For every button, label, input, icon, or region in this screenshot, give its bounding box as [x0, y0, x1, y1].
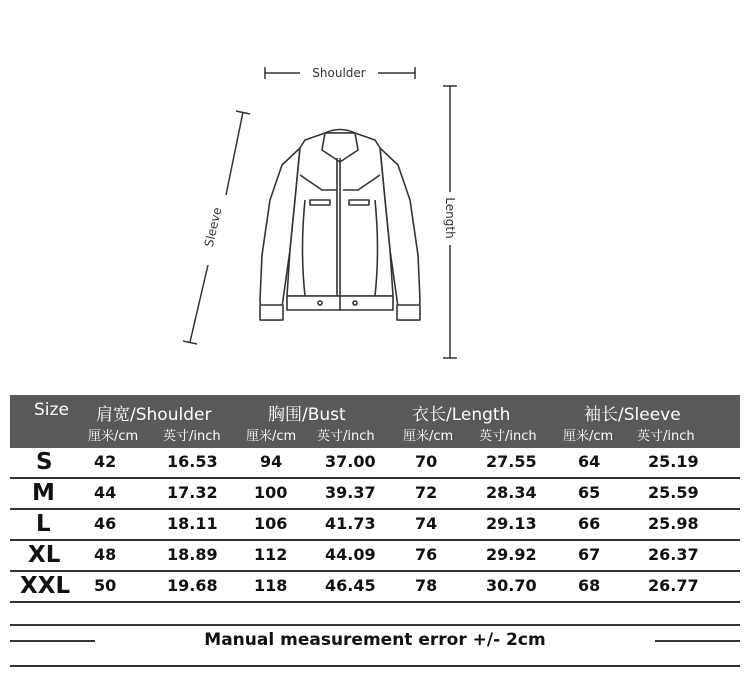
shoulder-inch: 18.11	[167, 514, 218, 533]
bust-cm: 100	[254, 483, 288, 502]
size-label: XL	[28, 542, 61, 568]
bust-inch: 41.73	[325, 514, 376, 533]
shoulder-inch: 18.89	[167, 545, 218, 564]
unit-length-cm: 厘米/cm	[403, 429, 454, 444]
length-cm: 74	[415, 514, 438, 533]
shoulder-cm: 42	[94, 452, 117, 471]
unit-bust-inch: 英寸/inch	[317, 429, 375, 444]
shoulder-inch: 17.32	[167, 483, 218, 502]
unit-sleeve-cm: 厘米/cm	[563, 429, 614, 444]
shoulder-cm: 50	[94, 576, 117, 595]
header-size: Size	[34, 400, 69, 420]
size-label: S	[36, 449, 53, 475]
measurement-note: Manual measurement error +/- 2cm	[204, 630, 546, 650]
sleeve-inch: 25.98	[648, 514, 699, 533]
table-row	[10, 541, 740, 572]
sleeve-cm: 68	[578, 576, 601, 595]
sleeve-cm: 64	[578, 452, 601, 471]
bust-inch: 39.37	[325, 483, 376, 502]
sleeve-cm: 67	[578, 545, 601, 564]
length-cm: 72	[415, 483, 438, 502]
sleeve-inch: 25.19	[648, 452, 699, 471]
header-sleeve: 袖长/Sleeve	[584, 405, 681, 425]
shoulder-inch: 19.68	[167, 576, 218, 595]
length-inch: 29.13	[486, 514, 537, 533]
length-label: Length	[443, 197, 457, 239]
length-cm: 78	[415, 576, 438, 595]
header-bust: 胸围/Bust	[268, 405, 346, 425]
unit-shoulder-cm: 厘米/cm	[88, 429, 139, 444]
size-table	[10, 395, 740, 603]
length-cm: 76	[415, 545, 438, 564]
length-inch: 27.55	[486, 452, 537, 471]
bust-inch: 37.00	[325, 452, 376, 471]
size-label: XXL	[20, 573, 71, 599]
length-inch: 28.34	[486, 483, 537, 502]
divider-bottom	[10, 665, 740, 667]
unit-shoulder-inch: 英寸/inch	[163, 429, 221, 444]
bust-inch: 44.09	[325, 545, 376, 564]
bust-cm: 118	[254, 576, 288, 595]
table-row	[10, 448, 740, 479]
unit-bust-cm: 厘米/cm	[246, 429, 297, 444]
sleeve-cm: 65	[578, 483, 601, 502]
sleeve-inch: 25.59	[648, 483, 699, 502]
table-empty-row	[10, 598, 740, 626]
sleeve-inch: 26.77	[648, 576, 699, 595]
table-row	[10, 479, 740, 510]
table-header	[10, 395, 740, 448]
bust-cm: 106	[254, 514, 288, 533]
length-inch: 29.92	[486, 545, 537, 564]
length-cm: 70	[415, 452, 438, 471]
length-inch: 30.70	[486, 576, 537, 595]
size-label: M	[32, 480, 55, 506]
table-row	[10, 510, 740, 541]
sleeve-cm: 66	[578, 514, 601, 533]
size-label: L	[36, 511, 51, 537]
shoulder-cm: 44	[94, 483, 117, 502]
header-length: 衣长/Length	[412, 405, 511, 425]
sleeve-inch: 26.37	[648, 545, 699, 564]
shoulder-inch: 16.53	[167, 452, 218, 471]
shoulder-cm: 48	[94, 545, 117, 564]
sleeve-label: Sleeve	[201, 205, 225, 249]
bust-cm: 94	[260, 452, 283, 471]
shoulder-label: Shoulder	[312, 66, 366, 80]
bust-cm: 112	[254, 545, 288, 564]
shoulder-cm: 46	[94, 514, 117, 533]
jacket-icon	[260, 130, 420, 321]
bust-inch: 46.45	[325, 576, 376, 595]
header-shoulder: 肩宽/Shoulder	[96, 405, 212, 425]
unit-length-inch: 英寸/inch	[479, 429, 537, 444]
unit-sleeve-inch: 英寸/inch	[637, 429, 695, 444]
